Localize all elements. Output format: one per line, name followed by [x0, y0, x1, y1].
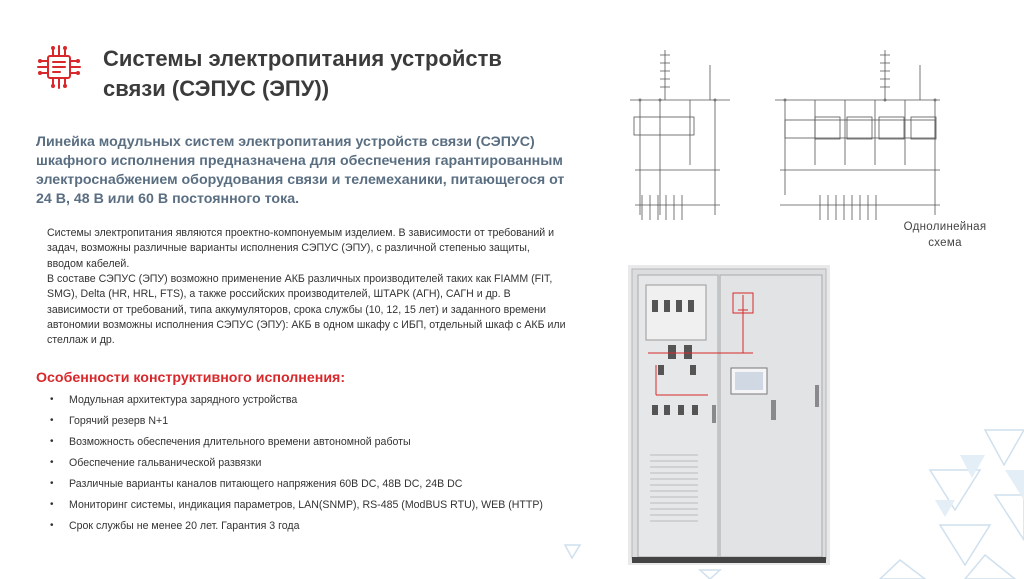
- page-title: [103, 44, 603, 104]
- page-title-line2: связи (СЭПУС (ЭПУ)): [103, 76, 330, 101]
- features-title: Особенности конструктивного исполнения:: [36, 370, 346, 386]
- power-cabinet-image: [628, 265, 830, 565]
- feature-item: • Различные варианты каналов питающего напряжения 60В DC, 48В DC, 24В DC: [47, 476, 543, 497]
- schema-caption-line2: схема: [928, 237, 962, 249]
- feature-item: • Возможность обеспечения длительного времени автономной работы: [47, 434, 543, 455]
- features-list: [47, 392, 543, 539]
- feature-item: • Мониторинг системы, индикация параметров, LAN(SNMP), RS-485 (ModBUS RTU), WEB (HTTP): [47, 497, 543, 518]
- feature-item: • Обеспечение гальванической развязки: [47, 455, 543, 476]
- paragraph-batteries: В составе СЭПУС (ЭПУ) возможно применение АКБ различных производителей таких как FIAMM (FIT, SMG), Delta (HR, HRL, FTS), а также российских производителей, ШТАРК (АГН), САГН и др. В зависимости от требований, типа аккумуляторов, срока службы (10, 12, 15 лет) и заданного времени автономии возможны исполнения СЭПУС (ЭПУ): АКБ в одном шкафу с ИБП, отдельный шкаф с АКБ или стеллаж и др.: [47, 273, 566, 347]
- feature-item: • Срок службы не менее 20 лет. Гарантия 3 года: [47, 518, 543, 539]
- schema-caption-line1: Однолинейная: [903, 221, 987, 233]
- paragraph-design: Системы электропитания являются проектно-компонуемым изделием. В зависимости от требований и задач, возможны различные варианты исполнения СЭПУС (ЭПУ), с различной степенью защиты, вводом кабелей.: [47, 227, 555, 270]
- feature-item: • Модульная архитектура зарядного устройства: [47, 392, 543, 413]
- page-title-line1: Системы электропитания устройств: [103, 46, 502, 71]
- single-line-diagram: [620, 45, 970, 230]
- lead-text: Линейка модульных систем электропитания устройств связи (СЭПУС) шкафного исполнения предназначена для обеспечения гарантированным электроснабжением оборудования связи и телемеханики, питающегося от 24 В, 48 В или 60 В постоянного тока.: [36, 134, 565, 207]
- chip-logo-icon: [36, 44, 82, 90]
- schema-caption: [880, 219, 1010, 251]
- feature-item: • Горячий резерв N+1: [47, 413, 543, 434]
